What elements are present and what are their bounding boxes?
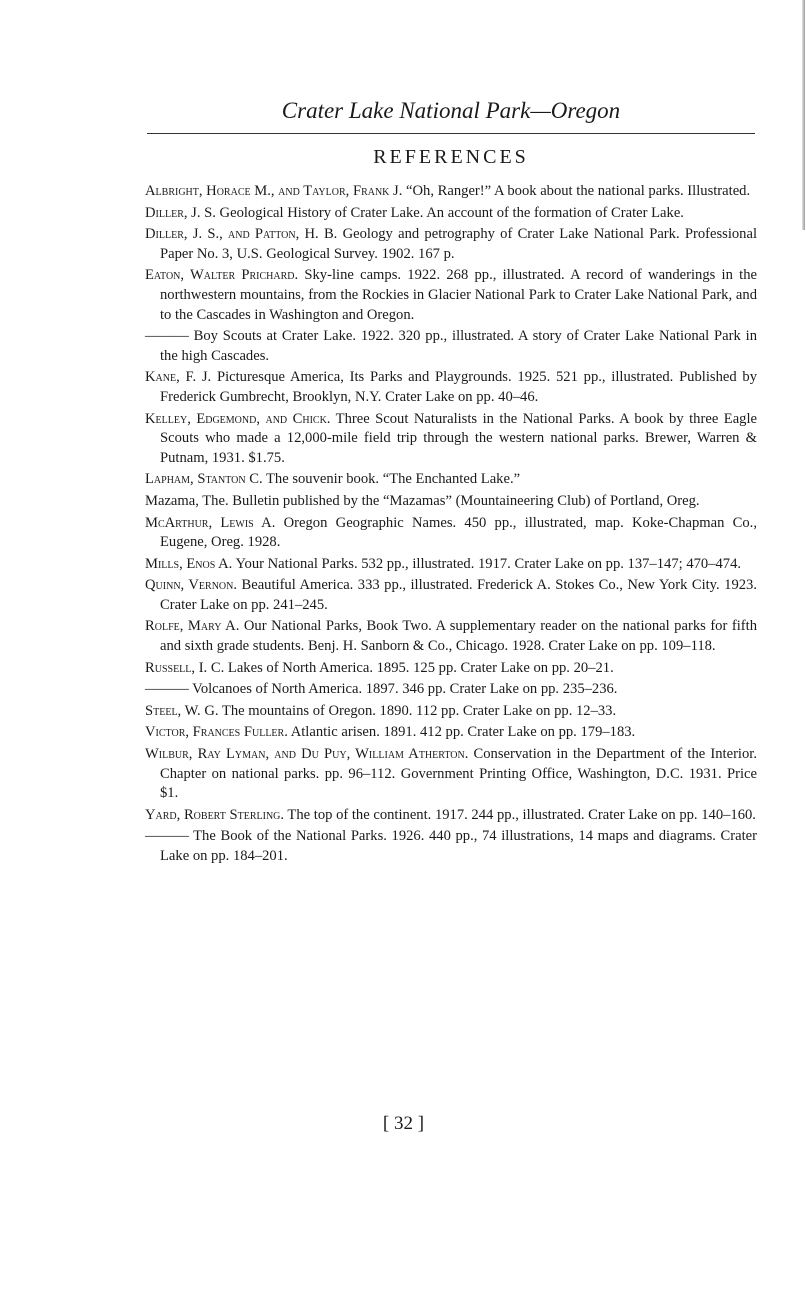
reference-author: Mazama, The. (145, 492, 229, 509)
reference-text: Geology and petrography of Crater Lake National Park. Professional Paper No. 3, U.S. Geological Survey. 1902. 167 p. (160, 226, 757, 262)
reference-entry (145, 225, 757, 264)
reference-text: Picturesque America, Its Parks and Playgrounds. 1925. 521 pp., illustrated. Published by Frederick Gumbrecht, Brooklyn, N.Y. Crater Lake on pp. 40–46. (160, 369, 757, 405)
reference-text: The Book of the National Parks. 1926. 440 pp., 74 illustrations, 14 maps and diagrams. Crater Lake on pp. 184–201. (160, 828, 757, 864)
reference-text: “Oh, Ranger!” A book about the national parks. Illustrated. (402, 183, 751, 199)
reference-entry (145, 827, 757, 866)
reference-entry (145, 745, 757, 804)
reference-text: Lakes of North America. 1895. 125 pp. Crater Lake on pp. 20–21. (224, 659, 614, 676)
reference-author: ——— (145, 328, 189, 345)
reference-entry (145, 576, 757, 615)
reference-text: Sky-line camps. 1922. 268 pp., illustrated. A record of wanderings in the northwestern mountains, from the Rockies in Glacier National Park to Crater Lake National Park, and to the Cascades in Washington and Oregon. (160, 267, 757, 323)
reference-author: McArthur, Lewis A. (145, 514, 276, 531)
reference-entry (145, 702, 757, 722)
reference-text: Oregon Geographic Names. 450 pp., illustrated, map. Koke-Chapman Co., Eugene, Oreg. 1928. (160, 514, 757, 551)
reference-author: Eaton, Walter Prichard. (145, 267, 299, 284)
reference-text: Our National Parks, Book Two. A supplementary reader on the national parks for fifth and sixth grade students. Benj. H. Sanborn & Co., Chicago. 1928. Crater Lake on pp. 109–118. (160, 618, 757, 655)
reference-text: Boy Scouts at Crater Lake. 1922. 320 pp., illustrated. A story of Crater Lake National Park in the high Cascades. (160, 328, 757, 364)
reference-author: ——— (145, 828, 189, 845)
reference-author: Diller, J. S. (145, 204, 216, 221)
page-edge-shadow (802, 0, 805, 230)
reference-text: Conservation in the Department of the Interior. Chapter on national parks. pp. 96–112. Government Printing Office, Washington, D.C. 1931. Price $1. (160, 746, 757, 802)
reference-entry (145, 617, 757, 656)
reference-text: Atlantic arisen. 1891. 412 pp. Crater Lake on pp. 179–183. (287, 724, 636, 741)
reference-author: Rolfe, Mary A. (145, 618, 240, 635)
reference-author: Albright, Horace M., and Taylor, Frank J. (145, 183, 403, 199)
reference-author: Yard, Robert Sterling. (145, 806, 285, 823)
reference-author: Quinn, Vernon. (145, 577, 238, 594)
reference-entry (145, 204, 757, 224)
reference-entry (145, 266, 757, 325)
reference-author: Lapham, Stanton C. (145, 471, 263, 488)
reference-author: Mills, Enos A. (145, 555, 233, 572)
reference-entry (145, 723, 757, 743)
page-number: [ 32 ] (382, 1113, 425, 1134)
reference-entry (145, 680, 757, 700)
reference-entry (145, 470, 757, 490)
reference-entry (145, 514, 757, 553)
reference-text: The top of the continent. 1917. 244 pp., illustrated. Crater Lake on pp. 140–160. (284, 806, 756, 823)
reference-entry (145, 410, 757, 469)
running-head: Crater Lake National Park—Oregon (147, 98, 755, 134)
reference-text: Bulletin published by the “Mazamas” (Mountaineering Club) of Portland, Oreg. (228, 492, 700, 509)
reference-author: Russell, I. C. (145, 659, 225, 676)
reference-author: Steel, W. G. (145, 702, 219, 719)
section-title: REFERENCES (373, 146, 529, 168)
reference-entry (145, 659, 757, 679)
reference-list (145, 182, 757, 869)
reference-entry (145, 492, 757, 512)
reference-text: Three Scout Naturalists in the National Parks. A book by three Eagle Scouts who made a 12,000-mile field trip through the western national parks. Brewer, Warren & Putnam, 1931. $1.75. (160, 410, 757, 466)
reference-text: The souvenir book. “The Enchanted Lake.” (262, 471, 521, 488)
reference-entry (145, 368, 757, 407)
reference-author: Kane, F. J. (145, 369, 212, 386)
reference-author: ——— (145, 681, 189, 698)
reference-author: Diller, J. S., and Patton, H. B. (145, 226, 338, 243)
reference-text: Volcanoes of North America. 1897. 346 pp. Crater Lake on pp. 235–236. (188, 681, 618, 698)
reference-entry (145, 182, 757, 202)
reference-text: The mountains of Oregon. 1890. 112 pp. Crater Lake on pp. 12–33. (218, 702, 617, 719)
reference-text: Beautiful America. 333 pp., illustrated. Frederick A. Stokes Co., New York City. 1923. Crater Lake on pp. 241–245. (160, 577, 757, 613)
reference-author: Victor, Frances Fuller. (145, 724, 288, 741)
reference-text: Your National Parks. 532 pp., illustrated. 1917. Crater Lake on pp. 137–147; 470–474. (232, 555, 742, 572)
reference-entry (145, 555, 757, 575)
reference-entry (145, 806, 757, 826)
reference-author: Wilbur, Ray Lyman, and Du Puy, William Atherton. (145, 746, 469, 763)
reference-text: Geological History of Crater Lake. An account of the formation of Crater Lake. (215, 204, 684, 221)
reference-author: Kelley, Edgemond, and Chick. (145, 410, 331, 427)
reference-entry (145, 327, 757, 366)
